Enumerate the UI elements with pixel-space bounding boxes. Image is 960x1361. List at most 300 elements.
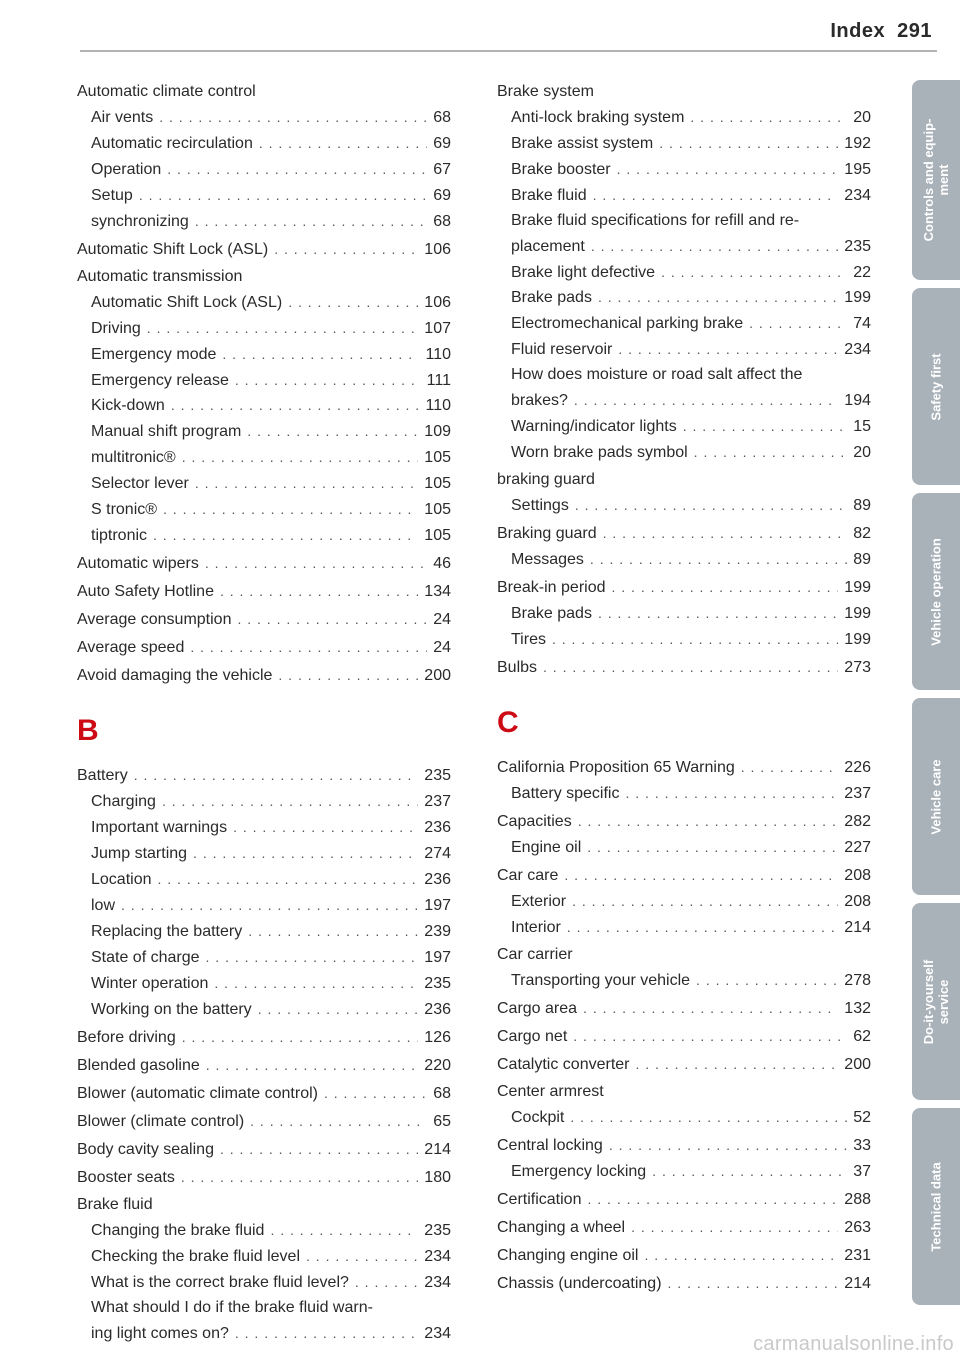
index-page-ref: 105 bbox=[424, 526, 451, 544]
index-subentry bbox=[77, 157, 451, 183]
index-term: Engine oil bbox=[511, 838, 582, 856]
dot-leader bbox=[590, 547, 847, 572]
dot-leader bbox=[270, 1218, 418, 1243]
index-term: S tronic® bbox=[91, 501, 158, 519]
index-term: Settings bbox=[511, 496, 569, 514]
dot-leader bbox=[574, 388, 838, 413]
index-page-ref: 105 bbox=[424, 501, 451, 519]
index-term: Location bbox=[91, 870, 152, 888]
index-page-ref: 263 bbox=[844, 1219, 871, 1237]
index-page-ref: 107 bbox=[424, 319, 451, 337]
index-page-ref: 194 bbox=[844, 392, 871, 410]
index-term: Emergency release bbox=[91, 371, 229, 389]
index-term: Brake fluid bbox=[511, 186, 587, 204]
index-page-ref: 68 bbox=[433, 109, 451, 127]
index-subentry bbox=[77, 131, 451, 157]
index-page-ref: 288 bbox=[844, 1190, 871, 1208]
dot-leader bbox=[598, 285, 838, 310]
index-term: Important warnings bbox=[91, 819, 228, 837]
index-page-ref: 24 bbox=[433, 639, 451, 657]
index-subentry bbox=[77, 1321, 451, 1347]
index-page-ref: 273 bbox=[844, 658, 871, 676]
index-subentry bbox=[497, 337, 871, 363]
index-term: Break-in period bbox=[497, 578, 606, 596]
section-tab bbox=[912, 1108, 960, 1305]
index-page-ref: 20 bbox=[853, 443, 871, 461]
section-tab-label bbox=[929, 353, 944, 420]
dot-leader bbox=[159, 105, 427, 130]
index-page-ref: 220 bbox=[424, 1056, 451, 1074]
index-page-ref: 274 bbox=[424, 845, 451, 863]
index-page-ref: 180 bbox=[424, 1169, 451, 1187]
dot-leader bbox=[237, 607, 427, 632]
index-entry bbox=[77, 663, 451, 689]
dot-leader bbox=[552, 627, 838, 652]
dot-leader bbox=[206, 945, 419, 970]
section-tab-label bbox=[921, 959, 951, 1044]
dot-leader bbox=[162, 789, 418, 814]
index-term: Driving bbox=[91, 319, 141, 337]
index-entry bbox=[497, 1243, 871, 1269]
dot-leader bbox=[625, 781, 838, 806]
dot-leader bbox=[121, 893, 418, 918]
index-entry bbox=[497, 1024, 871, 1050]
index-page-ref: 199 bbox=[844, 289, 871, 307]
index-term: Interior bbox=[511, 918, 561, 936]
index-subentry bbox=[77, 368, 451, 394]
index-page-ref: 24 bbox=[433, 611, 451, 629]
index-term: Avoid damaging the vehicle bbox=[77, 667, 273, 685]
index-subentry bbox=[497, 601, 871, 627]
index-subentry bbox=[77, 867, 451, 893]
index-entry bbox=[497, 1052, 871, 1078]
index-term: Body cavity sealing bbox=[77, 1140, 214, 1158]
dot-leader bbox=[617, 157, 839, 182]
index-entry bbox=[77, 80, 451, 105]
index-page-ref: 214 bbox=[844, 1275, 871, 1293]
index-term: low bbox=[91, 896, 116, 914]
index-page-ref: 110 bbox=[425, 345, 451, 363]
index-term: Automatic Shift Lock (ASL) bbox=[77, 240, 269, 258]
index-term: Cargo net bbox=[497, 1027, 568, 1045]
index-subentry bbox=[77, 815, 451, 841]
dot-leader bbox=[741, 755, 839, 780]
index-entry bbox=[497, 809, 871, 835]
index-term: Brake fluid bbox=[77, 1196, 153, 1214]
index-term: Brake booster bbox=[511, 160, 611, 178]
dot-leader bbox=[598, 601, 838, 626]
dot-leader bbox=[575, 493, 847, 518]
index-term: Blower (climate control) bbox=[77, 1112, 245, 1130]
index-term: Car care bbox=[497, 866, 559, 884]
index-page-ref: 236 bbox=[424, 1000, 451, 1018]
index-term: Center armrest bbox=[497, 1082, 604, 1100]
dot-leader bbox=[214, 971, 418, 996]
index-subentry bbox=[497, 968, 871, 994]
index-page-ref: 37 bbox=[853, 1162, 871, 1180]
index-page-ref: 46 bbox=[433, 555, 451, 573]
index-term: Bulbs bbox=[497, 658, 538, 676]
section-tab-label-line: ment bbox=[936, 164, 951, 196]
index-term: Tires bbox=[511, 630, 546, 648]
index-term: Before driving bbox=[77, 1028, 176, 1046]
index-subentry bbox=[497, 388, 871, 414]
dot-leader bbox=[564, 863, 838, 888]
index-term: Cockpit bbox=[511, 1108, 565, 1126]
dot-leader bbox=[139, 183, 427, 208]
section-tab-label bbox=[929, 759, 944, 834]
dot-leader bbox=[690, 105, 847, 130]
index-column-left bbox=[77, 78, 451, 1347]
dot-leader bbox=[233, 815, 418, 840]
index-subentry bbox=[77, 209, 451, 235]
index-page-ref: 235 bbox=[424, 767, 451, 785]
index-term: Average consumption bbox=[77, 611, 232, 629]
index-subentry bbox=[497, 157, 871, 183]
index-entry bbox=[77, 579, 451, 605]
index-term: Changing engine oil bbox=[497, 1247, 639, 1265]
index-page-ref: 132 bbox=[844, 999, 871, 1017]
index-page-ref: 200 bbox=[424, 667, 451, 685]
index-subentry bbox=[497, 1159, 871, 1185]
index-subentry bbox=[497, 627, 871, 653]
dot-leader bbox=[288, 290, 418, 315]
index-term: placement bbox=[511, 237, 585, 255]
dot-leader bbox=[636, 1052, 839, 1077]
dot-leader bbox=[235, 1321, 418, 1346]
dot-leader bbox=[153, 523, 418, 548]
index-page-ref: 15 bbox=[853, 417, 871, 435]
index-entry bbox=[77, 635, 451, 661]
index-entry bbox=[497, 1215, 871, 1241]
index-entry bbox=[77, 1081, 451, 1107]
index-entry bbox=[77, 1137, 451, 1163]
index-page-ref: 195 bbox=[844, 160, 871, 178]
index-page-ref: 234 bbox=[844, 341, 871, 359]
index-term: Winter operation bbox=[91, 974, 209, 992]
section-tab-label-line: service bbox=[936, 979, 951, 1024]
index-page-ref: 109 bbox=[424, 423, 451, 441]
dot-leader bbox=[570, 1105, 847, 1130]
index-term: Automatic transmission bbox=[77, 267, 243, 285]
dot-leader bbox=[572, 889, 838, 914]
index-term: Automatic wipers bbox=[77, 555, 199, 573]
index-term: Brake pads bbox=[511, 289, 592, 307]
index-term: Warning/indicator lights bbox=[511, 417, 677, 435]
section-tab-label-line: Technical data bbox=[928, 1161, 944, 1252]
index-page-ref: 126 bbox=[424, 1028, 451, 1046]
dot-leader bbox=[324, 1081, 427, 1106]
dot-leader bbox=[248, 919, 418, 944]
index-subentry bbox=[497, 414, 871, 440]
dot-leader bbox=[573, 1024, 847, 1049]
index-page-ref: 192 bbox=[844, 135, 871, 152]
dot-leader bbox=[587, 835, 838, 860]
index-term: Cargo area bbox=[497, 999, 578, 1017]
index-entry bbox=[497, 755, 871, 781]
index-subentry bbox=[497, 915, 871, 941]
index-term: brakes? bbox=[511, 392, 568, 410]
index-term: Anti-lock braking system bbox=[511, 109, 685, 127]
index-term: Average speed bbox=[77, 639, 185, 657]
index-term: Capacities bbox=[497, 812, 572, 830]
index-letter-heading: C bbox=[497, 705, 519, 739]
index-entry bbox=[497, 1187, 871, 1213]
dot-leader bbox=[578, 809, 839, 834]
index-entry bbox=[497, 521, 871, 547]
index-term: Charging bbox=[91, 793, 156, 811]
index-subentry bbox=[497, 781, 871, 807]
section-tab-label bbox=[929, 538, 944, 646]
index-term: Brake pads bbox=[511, 604, 592, 622]
index-page-ref: 69 bbox=[433, 135, 451, 152]
dot-leader bbox=[195, 471, 418, 496]
index-subentry bbox=[77, 997, 451, 1023]
index-subentry bbox=[77, 342, 451, 368]
index-entry bbox=[497, 943, 871, 968]
dot-leader bbox=[652, 1159, 847, 1184]
index-page-ref: 197 bbox=[424, 948, 451, 966]
index-subentry bbox=[77, 789, 451, 815]
index-term: Braking guard bbox=[497, 524, 597, 542]
index-page-ref: 235 bbox=[424, 974, 451, 992]
index-subentry bbox=[497, 440, 871, 466]
index-entry bbox=[497, 80, 871, 105]
index-term: Manual shift program bbox=[91, 423, 242, 441]
index-term: Emergency locking bbox=[511, 1162, 647, 1180]
index-entry bbox=[77, 763, 451, 789]
index-page-ref: 199 bbox=[844, 578, 871, 596]
dot-leader bbox=[612, 575, 839, 600]
index-entry bbox=[497, 1271, 871, 1297]
dot-leader bbox=[258, 997, 419, 1022]
index-term: Blower (automatic climate control) bbox=[77, 1084, 318, 1102]
index-term: tiptronic bbox=[91, 526, 148, 544]
index-term: Blended gasoline bbox=[77, 1056, 200, 1074]
section-tab bbox=[912, 288, 960, 485]
dot-leader bbox=[609, 1133, 847, 1158]
index-subentry bbox=[497, 105, 871, 131]
index-page-ref: 105 bbox=[424, 449, 451, 467]
index-entry bbox=[77, 551, 451, 577]
index-term: Booster seats bbox=[77, 1169, 175, 1187]
dot-leader bbox=[683, 414, 848, 439]
index-subentry bbox=[77, 183, 451, 209]
index-page-ref: 200 bbox=[844, 1055, 871, 1073]
index-term: Car carrier bbox=[497, 945, 573, 963]
index-subentry bbox=[77, 1218, 451, 1244]
index-page-ref: 33 bbox=[853, 1136, 871, 1154]
index-page-ref: 68 bbox=[433, 212, 451, 230]
dot-leader bbox=[220, 579, 418, 604]
index-term: Brake system bbox=[497, 83, 594, 101]
index-page-ref: 20 bbox=[853, 109, 871, 127]
dot-leader bbox=[190, 635, 427, 660]
index-page-ref: 199 bbox=[844, 604, 871, 622]
index-subentry bbox=[77, 919, 451, 945]
index-subentry bbox=[77, 523, 451, 549]
index-subentry bbox=[77, 945, 451, 971]
index-term: Central locking bbox=[497, 1136, 603, 1154]
index-term: Emergency mode bbox=[91, 345, 217, 363]
index-term: multitronic® bbox=[91, 449, 176, 467]
index-page-ref: 89 bbox=[853, 550, 871, 568]
header-rule bbox=[80, 50, 937, 52]
index-term: California Proposition 65 Warning bbox=[497, 758, 735, 776]
index-subentry bbox=[497, 183, 871, 209]
section-tab bbox=[912, 903, 960, 1100]
index-subentry bbox=[77, 393, 451, 419]
index-subentry bbox=[77, 419, 451, 445]
index-page-ref: 106 bbox=[424, 240, 451, 258]
dot-leader bbox=[278, 663, 418, 688]
index-page-ref: 236 bbox=[424, 870, 451, 888]
index-subentry bbox=[497, 493, 871, 519]
dot-leader bbox=[583, 996, 838, 1021]
index-page-ref: 239 bbox=[424, 922, 451, 940]
index-page-ref: 89 bbox=[853, 496, 871, 514]
index-term: Jump starting bbox=[91, 845, 188, 863]
dot-leader bbox=[668, 1271, 839, 1296]
dot-leader bbox=[220, 1137, 418, 1162]
index-term: Certification bbox=[497, 1190, 582, 1208]
index-term: Catalytic converter bbox=[497, 1055, 630, 1073]
index-page-ref: 106 bbox=[424, 293, 451, 311]
index-page-ref: 282 bbox=[844, 812, 871, 830]
index-page-ref: 74 bbox=[853, 315, 871, 333]
dot-leader bbox=[147, 316, 419, 341]
index-page-ref: 234 bbox=[424, 1324, 451, 1342]
index-page-ref: 236 bbox=[424, 819, 451, 837]
index-subentry bbox=[497, 131, 871, 157]
dot-leader bbox=[250, 1109, 427, 1134]
dot-leader bbox=[591, 234, 838, 259]
index-entry bbox=[497, 575, 871, 601]
index-subentry bbox=[497, 363, 871, 388]
section-tab bbox=[912, 493, 960, 690]
index-term: Working on the battery bbox=[91, 1000, 252, 1018]
section-tab-label-line: Do-it-yourself bbox=[921, 959, 936, 1044]
running-head bbox=[830, 20, 932, 43]
index-term: Messages bbox=[511, 550, 584, 568]
index-term: Brake assist system bbox=[511, 135, 654, 152]
index-page-ref: 214 bbox=[424, 1140, 451, 1158]
index-page-ref: 65 bbox=[433, 1112, 451, 1130]
index-subentry bbox=[497, 311, 871, 337]
index-page-ref: 197 bbox=[424, 896, 451, 914]
index-page-ref: 110 bbox=[425, 397, 451, 415]
section-tab-label-line: Vehicle operation bbox=[928, 537, 944, 646]
index-subentry bbox=[497, 835, 871, 861]
index-subentry bbox=[497, 285, 871, 311]
index-subentry bbox=[497, 547, 871, 573]
dot-leader bbox=[659, 131, 838, 156]
index-entry bbox=[497, 1080, 871, 1105]
dot-leader bbox=[235, 368, 421, 393]
index-subentry bbox=[77, 290, 451, 316]
index-page-ref: 214 bbox=[844, 918, 871, 936]
index-term: Electromechanical parking brake bbox=[511, 315, 744, 333]
index-term: ing light comes on? bbox=[91, 1324, 229, 1342]
dot-leader bbox=[644, 1243, 838, 1268]
index-term: Fluid reservoir bbox=[511, 341, 613, 359]
index-entry bbox=[77, 237, 451, 263]
dot-leader bbox=[661, 260, 847, 285]
index-page-ref: 208 bbox=[844, 892, 871, 910]
index-term: Brake fluid specifications for refill and re- bbox=[511, 211, 800, 229]
index-page-ref: 82 bbox=[853, 524, 871, 542]
index-page-ref: 278 bbox=[844, 971, 871, 989]
index-page-ref: 234 bbox=[424, 1273, 451, 1291]
index-subentry bbox=[497, 260, 871, 286]
index-page-ref: 69 bbox=[433, 186, 451, 204]
dot-leader bbox=[696, 968, 838, 993]
dot-leader bbox=[205, 551, 427, 576]
index-term: Brake light defective bbox=[511, 263, 656, 281]
index-term: Operation bbox=[91, 160, 162, 178]
index-subentry bbox=[77, 1244, 451, 1270]
index-term: What should I do if the brake fluid warn- bbox=[91, 1298, 373, 1316]
section-tab-label bbox=[929, 1162, 944, 1251]
dot-leader bbox=[543, 655, 838, 680]
dot-leader bbox=[182, 1025, 419, 1050]
index-term: What is the correct brake fluid level? bbox=[91, 1273, 349, 1291]
index-page-ref: 199 bbox=[844, 630, 871, 648]
index-term: Kick-down bbox=[91, 397, 165, 415]
index-subentry bbox=[77, 1296, 451, 1321]
index-subentry bbox=[497, 209, 871, 234]
index-term: Worn brake pads symbol bbox=[511, 443, 688, 461]
index-subentry bbox=[77, 471, 451, 497]
index-page-ref: 22 bbox=[853, 263, 871, 281]
dot-leader bbox=[167, 157, 427, 182]
index-term: Changing the brake fluid bbox=[91, 1222, 265, 1240]
index-page-ref: 235 bbox=[844, 237, 871, 255]
index-entry bbox=[497, 863, 871, 889]
index-term: Setup bbox=[91, 186, 133, 204]
index-entry bbox=[77, 265, 451, 290]
dot-leader bbox=[193, 841, 418, 866]
index-subentry bbox=[77, 1270, 451, 1296]
index-term: Changing a wheel bbox=[497, 1219, 626, 1237]
index-page-ref: 67 bbox=[433, 160, 451, 178]
page-number: 291 bbox=[897, 20, 932, 42]
index-column-right bbox=[497, 78, 871, 1297]
dot-leader bbox=[171, 393, 420, 418]
index-entry bbox=[77, 1109, 451, 1135]
section-tab bbox=[912, 698, 960, 895]
dot-leader bbox=[181, 1165, 418, 1190]
index-page-ref: 105 bbox=[424, 475, 451, 493]
index-entry bbox=[77, 607, 451, 633]
index-term: Selector lever bbox=[91, 475, 189, 493]
dot-leader bbox=[694, 440, 848, 465]
index-subentry bbox=[77, 445, 451, 471]
index-term: Exterior bbox=[511, 892, 567, 910]
dot-leader bbox=[306, 1244, 418, 1269]
index-page-ref: 68 bbox=[433, 1084, 451, 1102]
index-page-ref: 134 bbox=[424, 583, 451, 601]
index-subentry bbox=[77, 316, 451, 342]
dot-leader bbox=[567, 915, 839, 940]
dot-leader bbox=[749, 311, 847, 336]
index-entry bbox=[497, 468, 871, 493]
index-term: Battery specific bbox=[511, 784, 620, 802]
index-term: Replacing the battery bbox=[91, 922, 243, 940]
dot-leader bbox=[163, 497, 418, 522]
index-subentry bbox=[77, 105, 451, 131]
dot-leader bbox=[593, 183, 839, 208]
